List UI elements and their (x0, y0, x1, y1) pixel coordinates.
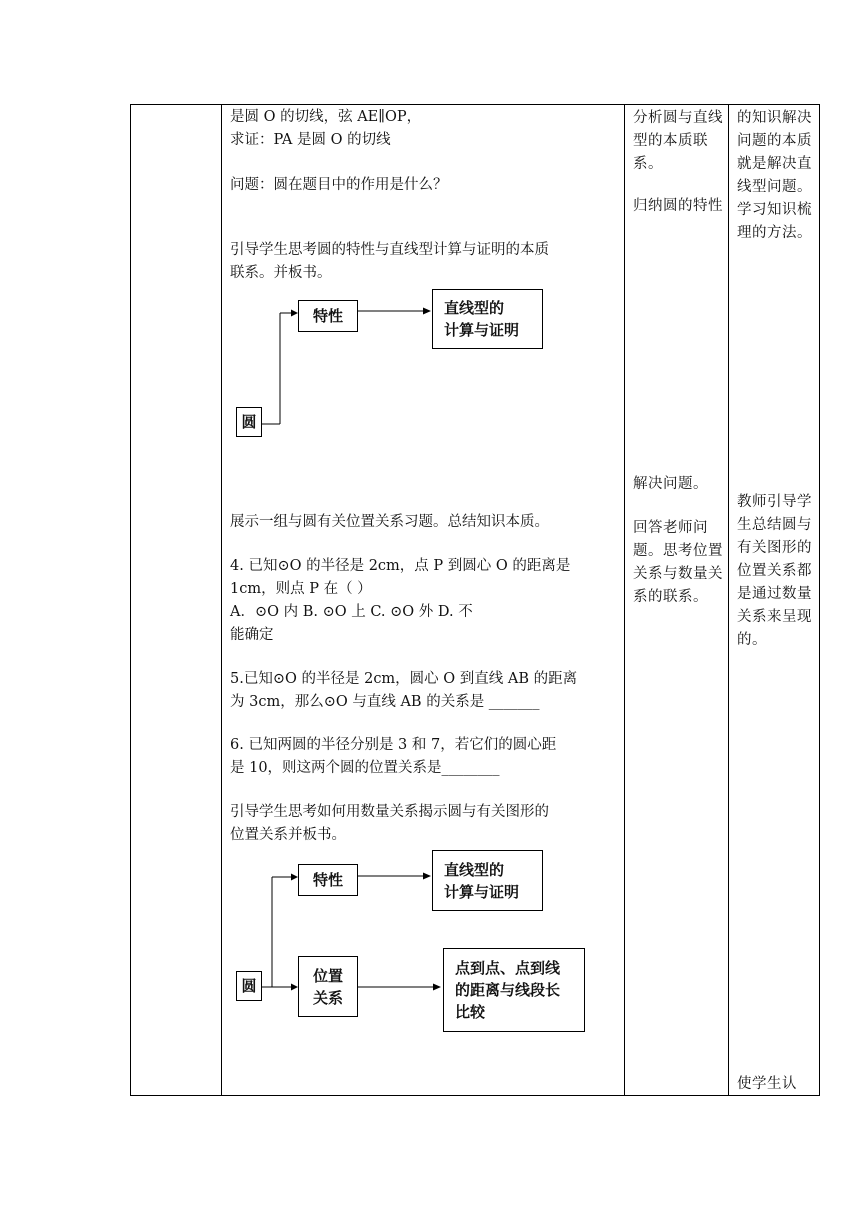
content-column (222, 105, 624, 1095)
distance-comparison-box: 点到点、点到线 的距离与线段长 比较 (443, 948, 585, 1032)
text-line: 引导学生思考如何用数量关系揭示圆与有关图形的 (230, 804, 549, 820)
circle-box: 圆 (236, 971, 262, 1001)
text-line: 位置关系并板书。 (230, 827, 346, 843)
lesson-table (130, 104, 820, 1096)
property-box: 特性 (298, 864, 358, 896)
line-geometry-box: 直线型的 计算与证明 (432, 289, 543, 349)
text-line: 是 10，则这两个圆的位置关系是________ (230, 760, 500, 776)
student-text: 解决问题。 (633, 476, 708, 492)
text-line: 4. 已知⊙O 的半径是 2cm，点 P 到圆心 O 的距离是 (230, 558, 571, 574)
student-text: 分析圆与直线型的本质联系。 (633, 110, 723, 172)
text-line: 5.已知⊙O 的半径是 2cm，圆心 O 到直线 AB 的距离 (230, 671, 578, 687)
intent-text: 的知识解决问题的本质就是解决直线型问题。学习知识梳理的方法。 (737, 110, 812, 241)
student-text: 回答老师问题。思考位置关系与数量关系的联系。 (633, 520, 723, 605)
design-intent-column (729, 105, 819, 1095)
text-line: 是圆 O 的切线，弦 AE∥OP， (230, 109, 422, 125)
text-line: 求证：PA 是圆 O 的切线 (230, 132, 391, 148)
intent-text: 教师引导学生总结圆与有关图形的位置关系都是通过数量关系来呈现的。 (737, 494, 812, 648)
line-geometry-box: 直线型的 计算与证明 (432, 850, 543, 911)
position-relation-box: 位置 关系 (298, 956, 358, 1017)
text-line: 联系。并板书。 (230, 265, 332, 281)
text-line: 引导学生思考圆的特性与直线型计算与证明的本质 (230, 242, 549, 258)
intent-text: 使学生认 (737, 1076, 797, 1092)
text-line: 为 3cm，那么⊙O 与直线 AB 的关系是 _______ (230, 694, 540, 710)
text-line: 能确定 (230, 627, 274, 643)
circle-box: 圆 (236, 407, 262, 437)
text-line: 展示一组与圆有关位置关系习题。总结知识本质。 (230, 514, 549, 530)
student-activity-column (625, 105, 728, 1095)
text-line: A．⊙O 内 B. ⊙O 上 C. ⊙O 外 D. 不 (230, 604, 473, 620)
property-box: 特性 (298, 300, 358, 332)
student-text: 归纳圆的特性 (633, 198, 723, 214)
text-line: 1cm，则点 P 在（ ） (230, 581, 372, 597)
text-line: 问题：圆在题目中的作用是什么？ (230, 177, 448, 193)
text-line: 6. 已知两圆的半径分别是 3 和 7，若它们的圆心距 (230, 737, 557, 753)
